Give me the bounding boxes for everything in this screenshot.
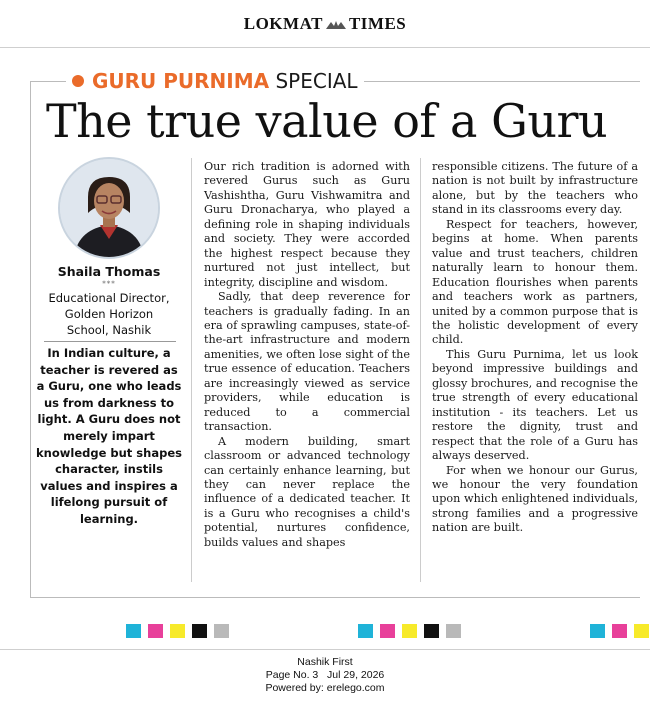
footer-powered: Powered by: erelego.com	[265, 682, 385, 694]
article-paragraph: Sadly, that deep reverence for teachers is gradually fading. In an era of sprawling campuses, state-of-the-art infrastructure and modern amenities, we often lose sight of the true essence of education. Teachers are increasingly viewed as service providers, while education is reduced to a commercial transaction.	[204, 290, 410, 434]
footer-page-date	[0, 669, 650, 682]
headline: The true value of a Guru	[46, 94, 608, 148]
kicker-rest: SPECIAL	[269, 69, 358, 93]
article-paragraph: Respect for teachers, however, begins at home. When parents value and trust teachers, children naturally learn to honour them. Education flourishes when parents and teachers work as partners, united by a common purpose that is the holistic development of every child.	[432, 217, 638, 347]
masthead-divider	[0, 47, 650, 48]
section-kicker	[66, 68, 364, 94]
column-divider	[191, 158, 192, 582]
footer-edition: Nashik First	[297, 656, 353, 668]
color-swatch	[634, 624, 649, 638]
color-swatch	[402, 624, 417, 638]
kicker-dot-icon	[72, 75, 84, 87]
color-swatch	[424, 624, 439, 638]
color-swatch	[126, 624, 141, 638]
column-divider	[420, 158, 421, 582]
author-name: Shaila Thomas	[57, 264, 161, 279]
author-title-line: School, Nashik	[66, 323, 152, 337]
color-swatch	[612, 624, 627, 638]
color-swatch	[358, 624, 373, 638]
author-title	[36, 290, 182, 338]
article-column-1	[204, 160, 410, 550]
page-footer	[0, 656, 650, 695]
footer-divider	[0, 649, 650, 650]
masthead-left: LOKMAT	[243, 14, 323, 33]
footer-page: Page No. 3	[265, 669, 319, 681]
author-separator: ***	[102, 280, 116, 288]
article-paragraph: responsible citizens. The future of a nation is not built by infrastructure alone, but by the teachers who stand in its classrooms every day.	[432, 160, 638, 217]
footer-date: Jul 29, 2026	[327, 669, 385, 681]
article-frame-left	[30, 81, 31, 598]
color-swatch	[446, 624, 461, 638]
color-swatch	[192, 624, 207, 638]
color-swatch	[214, 624, 229, 638]
pull-quote: In Indian culture, a teacher is revered as a Guru, one who leads us from darkness to light. A Guru does not merely impart knowledge but shapes character, instils values and inspires a lifelong pursuit of learning.	[36, 346, 182, 526]
kicker-highlight: GURU PURNIMA	[92, 69, 270, 93]
emblem-icon	[325, 19, 347, 31]
masthead-right: TIMES	[348, 14, 407, 33]
color-swatch	[170, 624, 185, 638]
color-swatch	[590, 624, 605, 638]
author-photo	[58, 157, 160, 259]
article-paragraph: For when we honour our Gurus, we honour the very foundation upon which enlightened individuals, strong families and a progressive nation are built.	[432, 463, 638, 535]
masthead	[0, 14, 650, 34]
article-paragraph: A modern building, smart classroom or advanced technology can certainly enhance learning, but they can never replace the influence of a dedicated teacher. It is a Guru who recognises a child's potential, nurtures confidence, builds values and shapes	[204, 434, 410, 549]
article-frame-bottom	[30, 597, 640, 598]
sidebar-divider	[44, 341, 176, 342]
author-title-line: Golden Horizon	[64, 307, 154, 321]
color-swatch	[148, 624, 163, 638]
article-paragraph: Our rich tradition is adorned with revered Gurus such as Guru Vashishtha, Guru Vishwamitra and Guru Dronacharya, who played a defining role in shaping individuals and society. They were accorded the highest respect because they nurtured not just intellect, but integrity, discipline and wisdom.	[204, 160, 410, 289]
author-title-line: Educational Director,	[48, 291, 170, 305]
article-column-2	[432, 160, 638, 536]
article-paragraph: This Guru Purnima, let us look beyond impressive buildings and glossy brochures, and recognise the true strength of every educational institution - its teachers. Let us restore the dignity, trust and respect that the role of a Guru has always deserved.	[432, 347, 638, 463]
color-swatch	[380, 624, 395, 638]
